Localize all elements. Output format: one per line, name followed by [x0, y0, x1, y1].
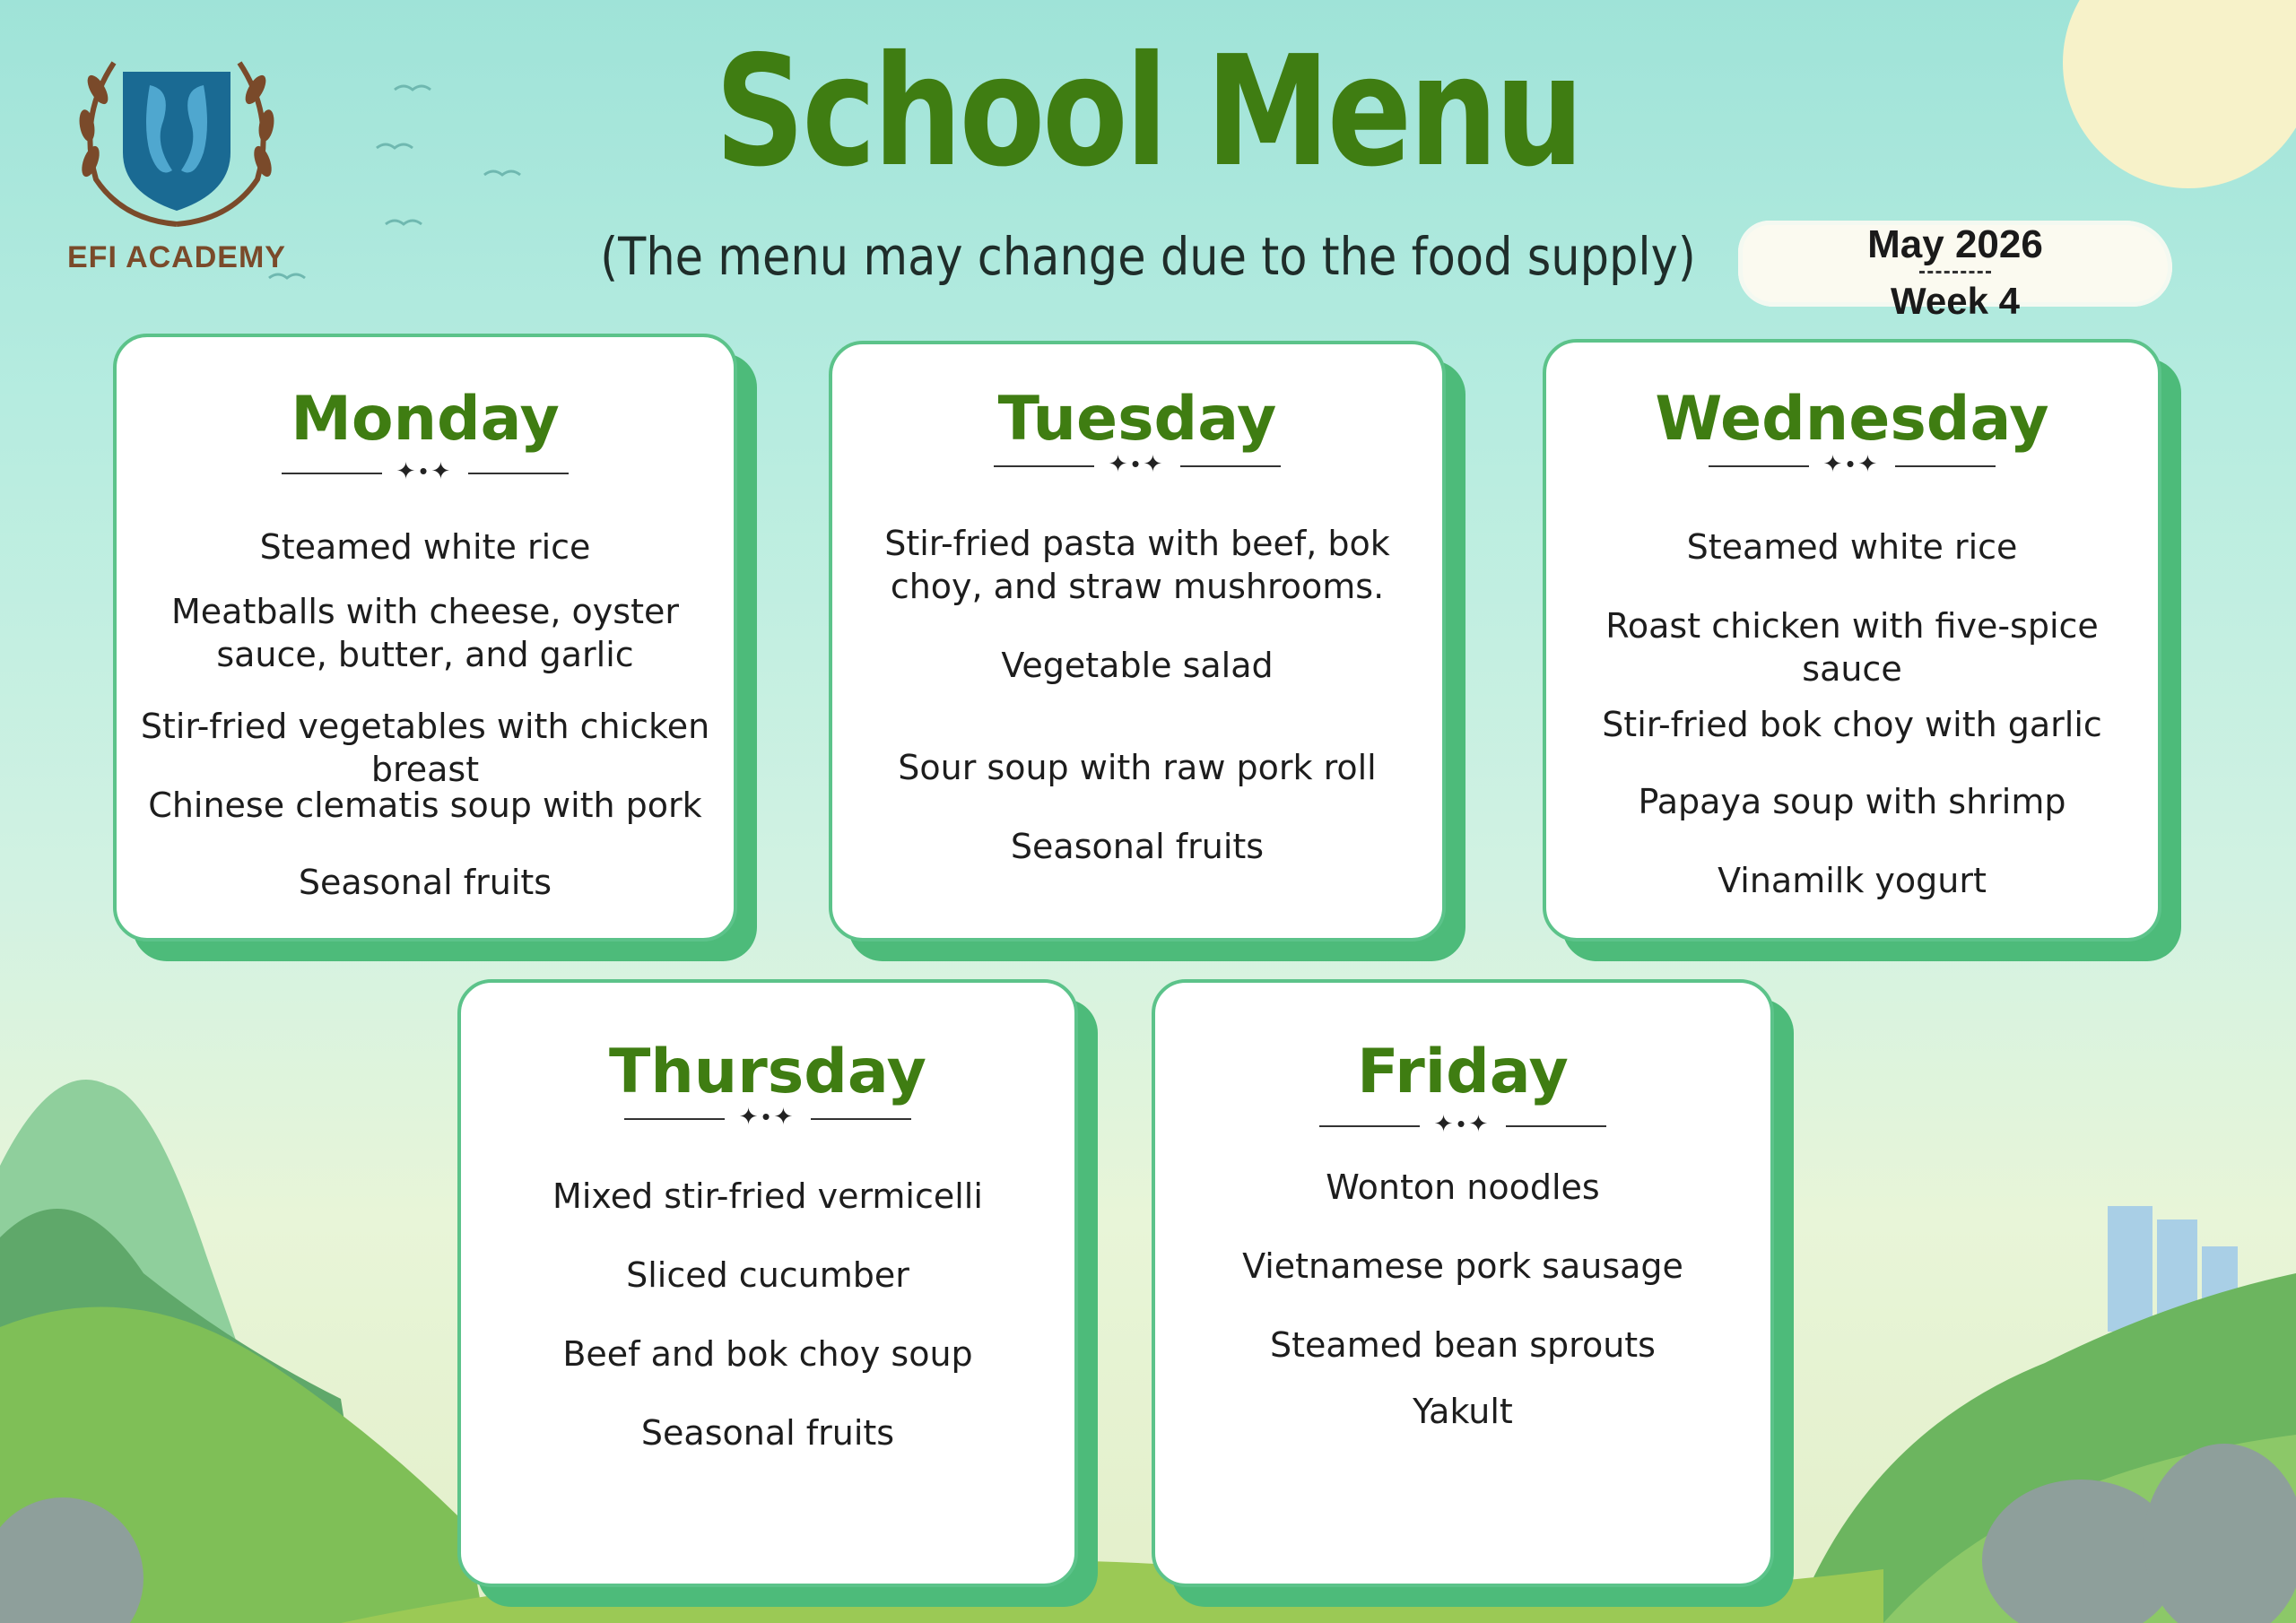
card-monday	[113, 334, 737, 942]
menu-item: Seasonal fruits	[640, 1413, 895, 1453]
card-wednesday	[1543, 339, 2161, 942]
menu-item: Stir-fried vegetables with chicken breast	[140, 707, 710, 789]
card-face	[457, 979, 1078, 1587]
menu-item: Stir-fried pasta with beef, bok choy, and straw mushrooms.	[884, 524, 1390, 606]
badge-week: Week 4	[1891, 280, 2020, 322]
menu-item: Steamed bean sprouts	[1270, 1325, 1656, 1365]
menu-item: Steamed white rice	[259, 527, 591, 567]
day-heading-monday: Monday	[291, 384, 560, 455]
menu-item: Meatballs with cheese, oyster sauce, butter, and garlic	[171, 592, 679, 674]
card-face	[1543, 339, 2161, 942]
menu-item: Papaya soup with shrimp	[1638, 782, 2066, 821]
card-face	[113, 334, 737, 942]
menu-item: Vegetable salad	[1001, 646, 1274, 685]
menu-item: Wonton noodles	[1326, 1167, 1600, 1207]
ornament-divider	[1319, 1110, 1606, 1137]
badge-month: May 2026	[1867, 222, 2043, 266]
ornament-divider	[994, 450, 1281, 477]
ornament-divider	[624, 1103, 911, 1130]
menu-item: Seasonal fruits	[1010, 827, 1265, 866]
sun-shape	[2063, 0, 2296, 188]
card-thursday	[457, 979, 1078, 1587]
menu-item: Mixed stir-fried vermicelli	[552, 1176, 983, 1216]
card-friday	[1152, 979, 1774, 1587]
sparkle-icon: ✦•✦	[738, 1103, 797, 1130]
menu-item: Vinamilk yogurt	[1718, 861, 1987, 900]
divider-line	[1895, 465, 1996, 467]
menu-item: Stir-fried bok choy with garlic	[1602, 705, 2102, 744]
ornament-divider	[282, 457, 569, 484]
badge-divider	[1919, 271, 1991, 273]
menu-item: Beef and bok choy soup	[562, 1334, 973, 1374]
date-badge	[1738, 221, 2172, 322]
menu-item: Sour soup with raw pork roll	[898, 748, 1377, 787]
divider-line	[811, 1118, 911, 1120]
card-face	[829, 341, 1446, 942]
sparkle-icon: ✦•✦	[1822, 450, 1882, 477]
sparkle-icon: ✦•✦	[1433, 1110, 1492, 1137]
menu-item: Vietnamese pork sausage	[1242, 1246, 1683, 1286]
day-heading-friday: Friday	[1357, 1037, 1569, 1107]
menu-item: Seasonal fruits	[298, 863, 552, 902]
page-title: School Menu	[715, 23, 1581, 201]
menu-item: Roast chicken with five-spice sauce	[1605, 606, 2099, 689]
day-heading-tuesday: Tuesday	[997, 384, 1277, 455]
academy-name: EFI ACADEMY	[67, 240, 286, 274]
sparkle-icon: ✦•✦	[396, 457, 455, 484]
ornament-divider	[1709, 450, 1996, 477]
menu-item: Sliced cucumber	[626, 1255, 909, 1295]
sparkle-icon: ✦•✦	[1108, 450, 1167, 477]
divider-line	[468, 473, 569, 474]
page-subtitle: (The menu may change due to the food supply)	[600, 226, 1696, 287]
card-tuesday	[829, 341, 1446, 942]
card-face	[1152, 979, 1774, 1587]
divider-line	[1506, 1125, 1606, 1127]
menu-item: Chinese clematis soup with pork	[148, 785, 702, 825]
menu-item: Steamed white rice	[1686, 527, 2018, 567]
menu-item: Yakult	[1413, 1392, 1513, 1431]
day-heading-thursday: Thursday	[608, 1037, 926, 1107]
divider-line	[1180, 465, 1281, 467]
day-heading-wednesday: Wednesday	[1655, 384, 2049, 455]
